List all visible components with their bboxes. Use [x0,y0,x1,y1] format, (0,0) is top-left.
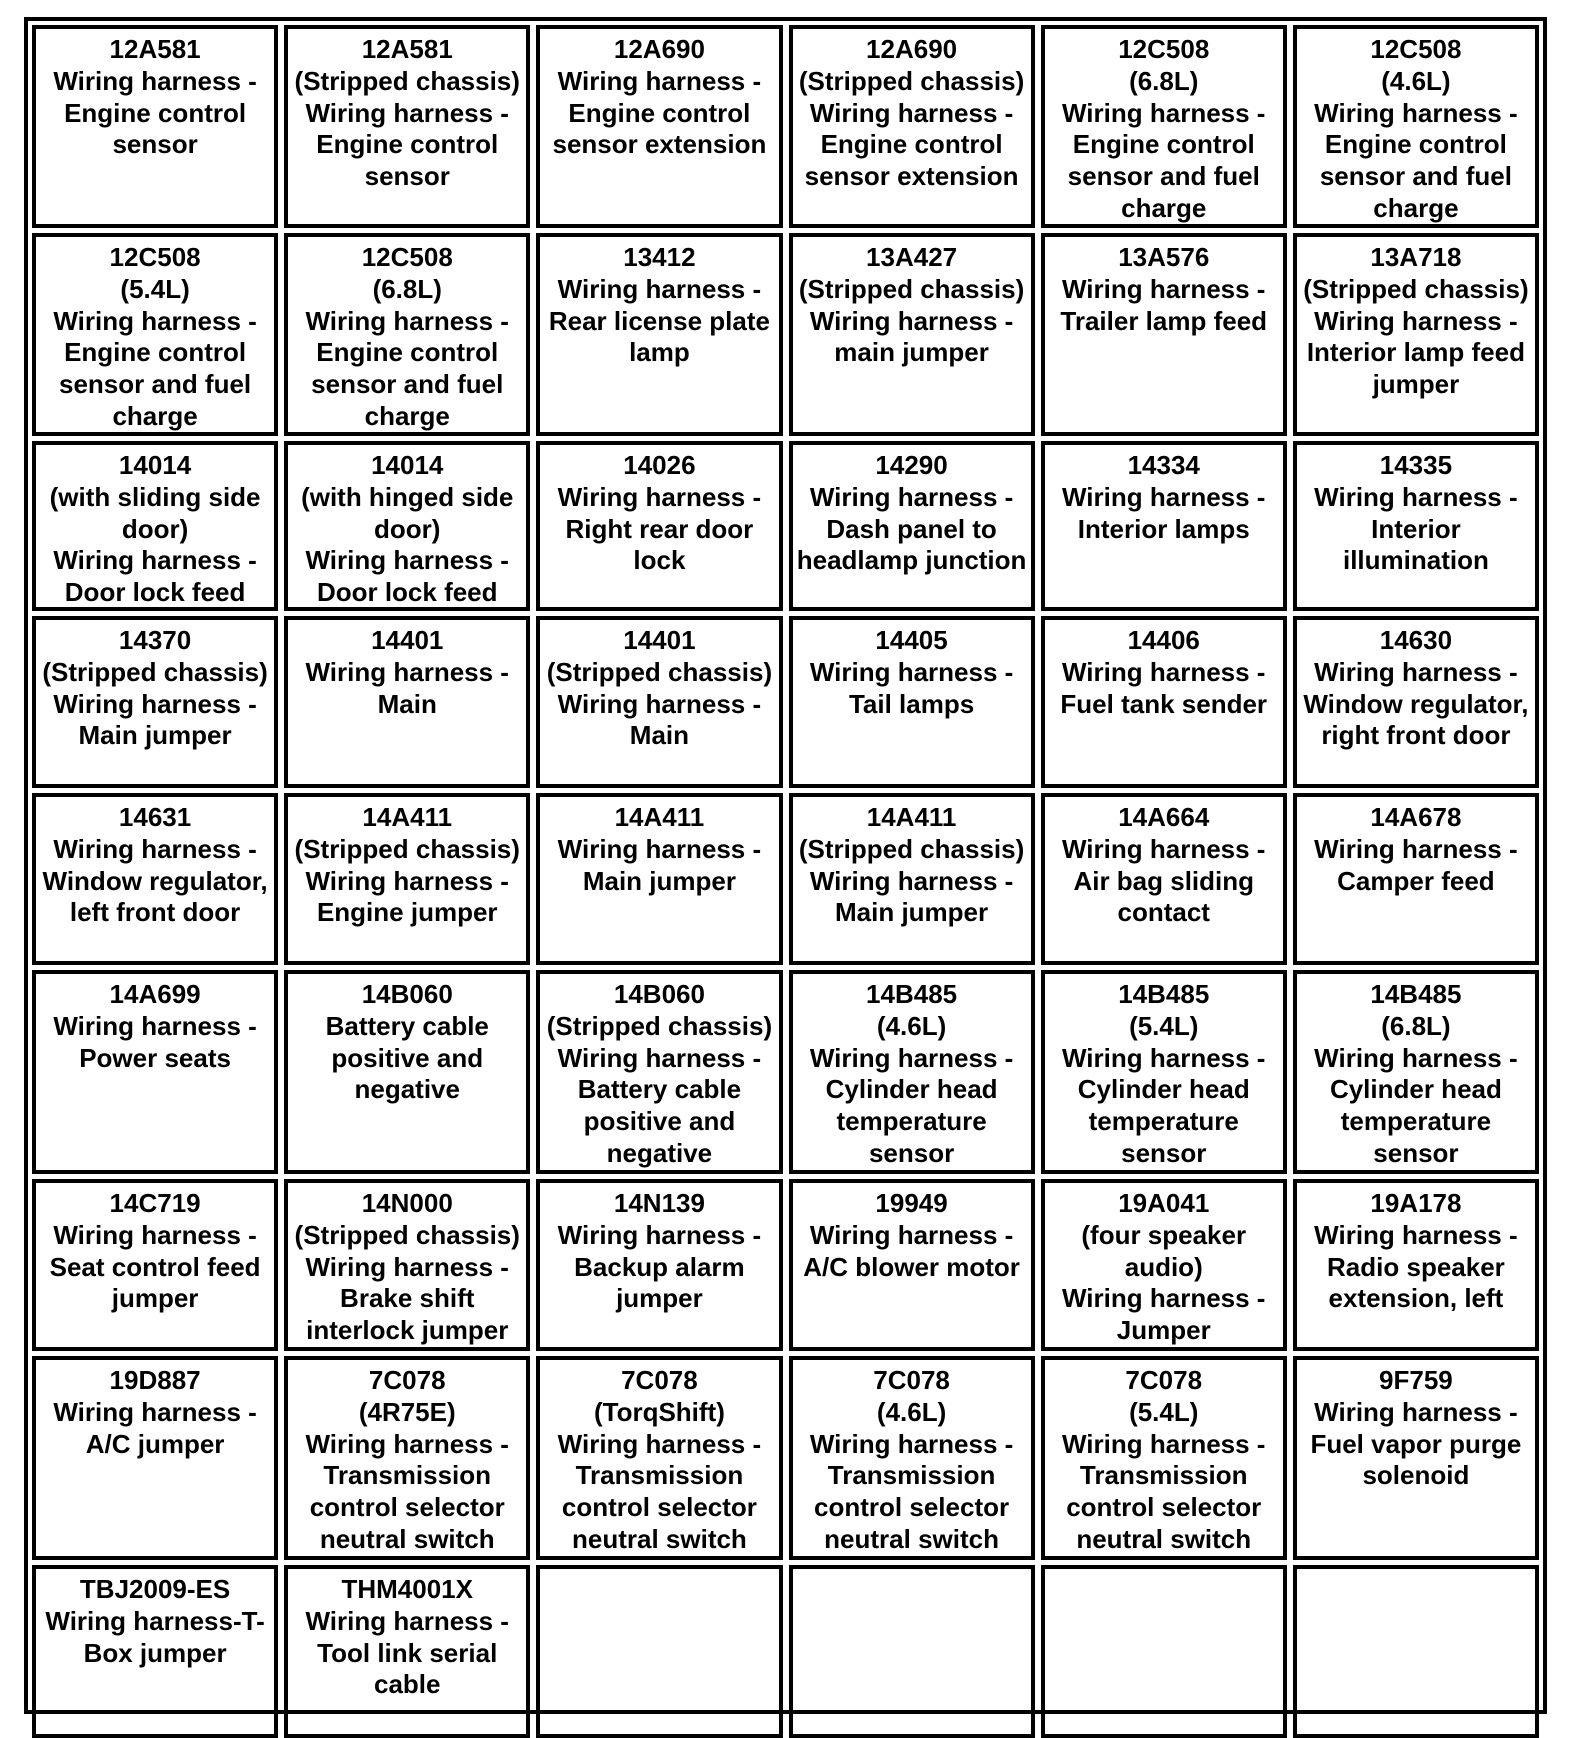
cell-text: Wiring harness - Radio speaker extension, left [1314,1219,1518,1314]
cell-text: (Stripped chassis) [294,1219,520,1250]
cell-text: (four speaker audio) [1081,1219,1247,1282]
cell-text: Wiring harness - Brake shift interlock jumper [305,1251,509,1346]
cell-text: (Stripped chassis) [1303,273,1529,304]
part-number: 12A581 [109,34,201,64]
part-number: 12C508 [361,242,453,272]
table-cell [284,970,530,1174]
table-cell [1293,793,1539,965]
cell-text: Wiring harness - Interior lamps [1062,481,1266,544]
part-number: 7C078 [368,1365,446,1395]
cell-text: Wiring harness - Interior lamp feed jumper [1306,305,1525,400]
cell-text: Wiring harness - Engine control sensor [305,97,509,192]
table-cell [1293,616,1539,788]
table-cell [789,25,1035,228]
part-number: 12A690 [613,34,705,64]
cell-text: (Stripped chassis) [546,1010,773,1041]
table-cell [1293,233,1539,436]
part-number: 12C508 [109,242,201,272]
cell-text: Wiring harness - Engine control sensor extension [804,97,1019,192]
cell-text: Wiring harness - Jumper [1062,1283,1266,1346]
table-cell [32,441,278,611]
table-cell [1041,233,1287,436]
cell-text: Wiring harness - Power seats [53,1010,257,1073]
cell-text: (4.6L) [876,1396,947,1427]
table-cell [1041,793,1287,965]
cell-text: (Stripped chassis) [798,65,1025,96]
cell-text: (Stripped chassis) [798,273,1025,304]
part-number: TBJ2009-ES [79,1574,231,1604]
part-number: 13412 [623,242,696,272]
cell-text: (Stripped chassis) [294,65,520,96]
table-cell [789,233,1035,436]
empty-cell [536,1565,782,1738]
part-number: 12A690 [866,34,958,64]
part-number: 14N139 [613,1188,705,1218]
cell-text: Wiring harness - Main jumper [557,833,762,896]
table-cell [1293,1179,1539,1351]
part-number: 9F759 [1379,1365,1453,1395]
cell-text: (Stripped chassis) [798,833,1025,864]
cell-text: Wiring harness - Engine control sensor and fuel charge [305,305,509,431]
part-number: 14A411 [866,802,957,832]
cell-text: Wiring harness - Air bag sliding contact [1062,833,1266,928]
table-cell [536,793,782,965]
cell-text: Wiring harness - Interior illumination [1314,481,1518,576]
part-number: 14405 [875,625,948,655]
table-cell [536,441,782,611]
part-number: 14B485 [1370,979,1462,1009]
table-cell [789,441,1035,611]
cell-text: Wiring harness - Trailer lamp feed [1060,273,1268,336]
table-cell [32,793,278,965]
cell-text: Wiring harness - Transmission control selector neutral switch [809,1428,1014,1554]
cell-text: Wiring harness - A/C jumper [53,1396,257,1459]
table-cell [32,25,278,228]
cell-text: Wiring harness - Fuel vapor purge solenoid [1310,1396,1522,1491]
cell-text: Wiring harness - Main [557,688,762,751]
part-number: 14631 [118,802,192,832]
cell-text: Wiring harness - Engine control sensor extension [552,65,767,160]
part-number: 14A664 [1118,802,1210,832]
cell-text: Wiring harness - main jumper [809,305,1014,368]
cell-text: Wiring harness - Engine control sensor [53,65,257,160]
part-number: 14014 [118,450,192,480]
table-cell [1041,25,1287,228]
cell-text: Wiring harness-T-Box jumper [45,1605,265,1668]
part-number: 14014 [371,450,444,480]
table-cell [1041,616,1287,788]
table-cell [789,616,1035,788]
table-cell [1293,1356,1539,1560]
cell-text: Wiring harness - Backup alarm jumper [557,1219,762,1314]
cell-text: (4.6L) [876,1010,947,1041]
part-number: 14334 [1127,450,1200,480]
part-number: 14A411 [614,802,705,832]
cell-text: (6.8L) [1129,65,1199,96]
cell-text: (TorqShift) [593,1396,725,1427]
part-number: 14290 [875,450,948,480]
table-cell [32,616,278,788]
table-cell [284,1356,530,1560]
empty-cell [1293,1565,1539,1738]
table-cell [284,1179,530,1351]
part-number: 19A178 [1370,1188,1462,1218]
cell-text: Wiring harness - Cylinder head temperature sensor [809,1042,1014,1168]
table-cell [1041,1356,1287,1560]
empty-cell [1041,1565,1287,1738]
part-number: 14C719 [109,1188,201,1218]
part-number: 7C078 [1125,1365,1203,1395]
cell-text: Wiring harness - Transmission control selector neutral switch [1062,1428,1266,1554]
table-cell [32,970,278,1174]
table-cell [536,1356,782,1560]
empty-cell [789,1565,1035,1738]
part-number: 14401 [623,625,696,655]
table-cell [536,1179,782,1351]
table-cell [284,233,530,436]
part-number: 14N000 [361,1188,453,1218]
part-number: THM4001X [341,1574,473,1604]
table-cell [1293,25,1539,228]
part-number: 14335 [1379,450,1453,480]
part-number: 14406 [1127,625,1200,655]
part-number: 14B485 [866,979,958,1009]
table-cell [284,616,530,788]
table-cell [284,793,530,965]
table-cell [536,616,782,788]
cell-text: Wiring harness - Door lock feed [53,545,257,608]
cell-text: Wiring harness - Main jumper [53,688,257,751]
cell-text: Wiring harness - Main [305,656,509,719]
part-number: 14A678 [1370,802,1462,832]
table-cell [1041,441,1287,611]
cell-text: Wiring harness - Main jumper [809,865,1014,928]
table-cell [284,1565,530,1738]
cell-text: (6.8L) [1381,1010,1451,1041]
part-number: 19A041 [1118,1188,1210,1218]
cell-text: (Stripped chassis) [294,833,520,864]
cell-text: Wiring harness - Fuel tank sender [1060,656,1268,719]
table-cell [789,793,1035,965]
table-cell [32,233,278,436]
table-cell [536,233,782,436]
cell-text: Wiring harness - Engine jumper [305,865,509,928]
cell-text: Battery cable positive and negative [325,1010,489,1105]
cell-text: Wiring harness - A/C blower motor [803,1219,1020,1282]
cell-text: Wiring harness - Engine control sensor and fuel charge [1062,97,1266,223]
part-number: 14B485 [1118,979,1210,1009]
table-cell [789,970,1035,1174]
part-number: 7C078 [873,1365,950,1395]
cell-text: (5.4L) [120,273,190,304]
table-cell [789,1356,1035,1560]
cell-text: Wiring harness - Transmission control selector neutral switch [557,1428,762,1554]
part-number: 14630 [1379,625,1453,655]
cell-text: Wiring harness - Window regulator, left front door [42,833,268,928]
part-number: 14B060 [613,979,705,1009]
part-number: 13A576 [1118,242,1210,272]
cell-text: Wiring harness - Battery cable positive and negative [557,1042,762,1168]
cell-text: Wiring harness - Transmission control selector neutral switch [305,1428,509,1554]
part-number: 19D887 [109,1365,201,1395]
cell-text: Wiring harness - Camper feed [1314,833,1518,896]
cell-text: (Stripped chassis) [546,656,773,687]
cell-text: (with sliding side door) [49,481,261,544]
cell-text: (Stripped chassis) [42,656,268,687]
cell-text: (4R75E) [358,1396,456,1427]
parts-table [24,17,1547,1714]
table-cell [1293,441,1539,611]
part-number: 14B060 [361,979,453,1009]
part-number: 7C078 [621,1365,698,1395]
part-number: 14401 [371,625,444,655]
table-cell [536,970,782,1174]
table-cell [32,1356,278,1560]
table-cell [32,1565,278,1738]
part-number: 19949 [875,1188,948,1218]
cell-text: Wiring harness - Tail lamps [809,656,1014,719]
table-cell [32,1179,278,1351]
table-cell [789,1179,1035,1351]
cell-text: (4.6L) [1381,65,1451,96]
cell-text: Wiring harness - Right rear door lock [557,481,762,576]
part-number: 12A581 [361,34,453,64]
cell-text: Wiring harness - Engine control sensor and fuel charge [53,305,257,431]
table-cell [284,25,530,228]
part-number: 12C508 [1370,34,1462,64]
table-cell [1041,1179,1287,1351]
cell-text: Wiring harness - Door lock feed [305,545,509,608]
cell-text: Wiring harness - Window regulator, right front door [1303,656,1529,751]
part-number: 14370 [118,625,192,655]
cell-text: Wiring harness - Seat control feed jumper [49,1219,261,1314]
part-number: 13A427 [866,242,958,272]
cell-text: Wiring harness - Dash panel to headlamp junction [796,481,1027,576]
cell-text: (with hinged side door) [301,481,514,544]
table-cell [536,25,782,228]
part-number: 13A718 [1370,242,1462,272]
part-number: 14A699 [109,979,201,1009]
table-cell [1293,970,1539,1174]
cell-text: Wiring harness - Engine control sensor and fuel charge [1314,97,1518,223]
cell-text: (6.8L) [372,273,442,304]
cell-text: (5.4L) [1129,1396,1199,1427]
cell-text: (5.4L) [1129,1010,1199,1041]
part-number: 12C508 [1118,34,1210,64]
cell-text: Wiring harness - Cylinder head temperature sensor [1314,1042,1518,1168]
cell-text: Wiring harness - Rear license plate lamp [548,273,770,368]
part-number: 14A411 [362,802,453,832]
cell-text: Wiring harness - Tool link serial cable [305,1605,509,1700]
parts-grid [32,25,1539,1706]
table-cell [1041,970,1287,1174]
cell-text: Wiring harness - Cylinder head temperature sensor [1062,1042,1266,1168]
part-number: 14026 [623,450,696,480]
table-cell [284,441,530,611]
